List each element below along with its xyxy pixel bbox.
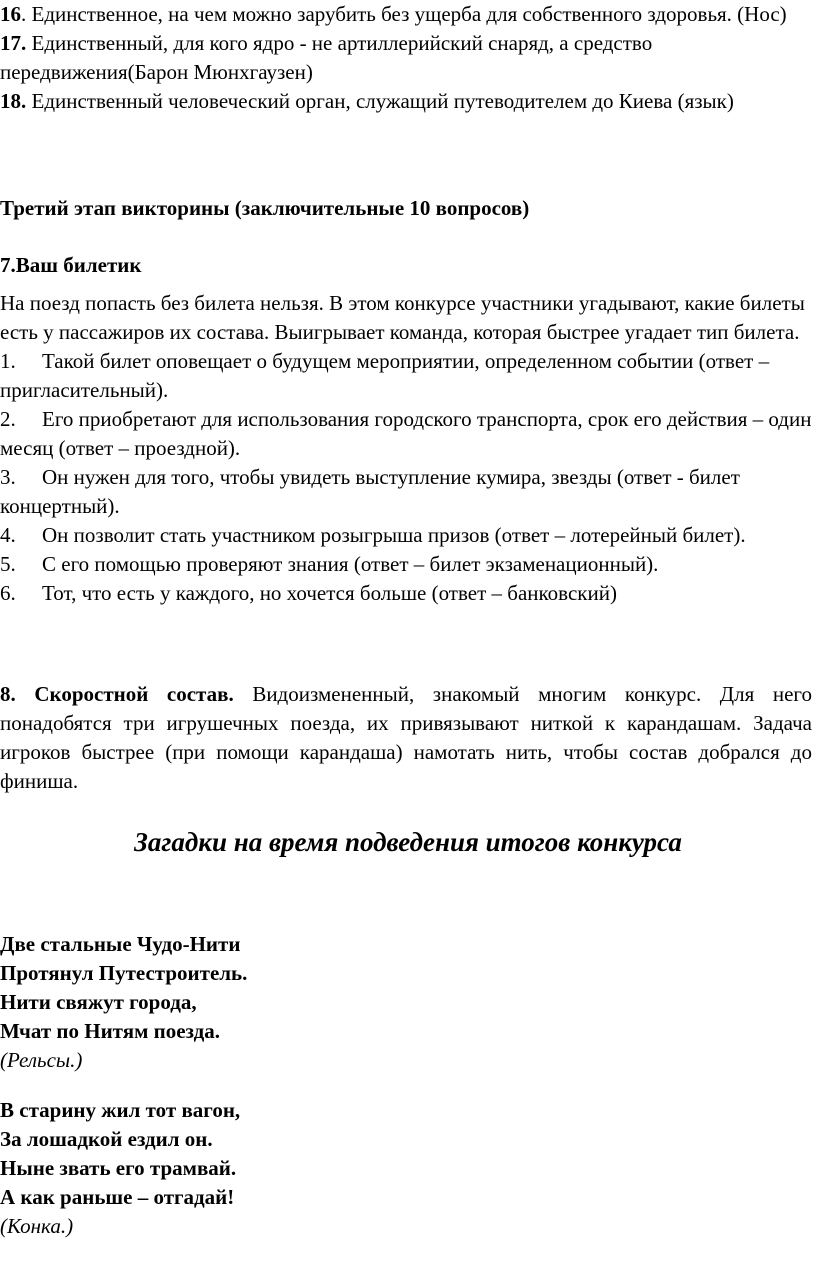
riddle-answer: (Конка.) (0, 1214, 74, 1238)
section7-heading: 7.Ваш билетик (0, 253, 142, 277)
section7-intro: На поезд попасть без билета нельзя. В этом конкурсе участники угадывают, какие билеты есть у пассажиров их состава. Выигрывает команда, которая быстрее угадает тип билета. (0, 291, 805, 344)
section7-item-1: 1. Такой билет оповещает о будущем мероприятии, определенном событии (ответ – пригласительный). (0, 349, 770, 402)
list-item-17: 17. Единственный, для кого ядро - не артиллерийский снаряд, а средство передвижения(Барон Мюнхгаузен) (0, 31, 653, 84)
section8-heading: 8. Скоростной состав. (0, 682, 234, 706)
riddle-line: Две стальные Чудо-Нити (0, 932, 241, 956)
section7-item-4: 4. Он позволит стать участником розыгрыша призов (ответ – лотерейный билет). (0, 523, 746, 547)
stage3-heading: Третий этап викторины (заключительные 10 вопросов) (0, 196, 530, 220)
riddle-answer: (Рельсы.) (0, 1048, 83, 1072)
section8-paragraph (0, 680, 812, 796)
riddle-line: Мчат по Нитям поезда. (0, 1019, 220, 1043)
section7-body (0, 289, 812, 608)
riddle-line: Ныне звать его трамвай. (0, 1156, 237, 1180)
riddle-line: За лошадкой ездил он. (0, 1127, 213, 1151)
riddle-line: Нити свяжут города, (0, 990, 197, 1014)
section7-item-6: 6. Тот, что есть у каждого, но хочется больше (ответ – банковский) (0, 581, 617, 605)
riddles-title: Загадки на время подведения итогов конкурса (134, 827, 682, 857)
top-list (0, 0, 812, 116)
section7-item-2: 2. Его приобретают для использования городского транспорта, срок его действия – один месяц (ответ – проездной). (0, 407, 812, 460)
riddle-1 (0, 930, 812, 1075)
section8-text: Видоизмененный, знакомый многим конкурс. Для него понадобятся три игрушечных поезда, их привязывают ниткой к карандашам. Задача игроков быстрее (при помощи карандаша) намотать нить, чтобы состав добрался до финиша. (0, 682, 812, 793)
list-item-16: 16. Единственное, на чем можно зарубить без ущерба для собственного здоровья. (Нос) (0, 2, 787, 26)
section7-item-5: 5. С его помощью проверяют знания (ответ – билет экзаменационный). (0, 552, 659, 576)
riddle-line: Протянул Путестроитель. (0, 961, 248, 985)
riddle-line: А как раньше – отгадай! (0, 1185, 235, 1209)
list-item-18: 18. Единственный человеческий орган, служащий путеводителем до Киева (язык) (0, 89, 734, 113)
riddle-line: В старину жил тот вагон, (0, 1098, 241, 1122)
section7-item-3: 3. Он нужен для того, чтобы увидеть выступление кумира, звезды (ответ - билет концертный). (0, 465, 740, 518)
riddle-2 (0, 1096, 812, 1241)
